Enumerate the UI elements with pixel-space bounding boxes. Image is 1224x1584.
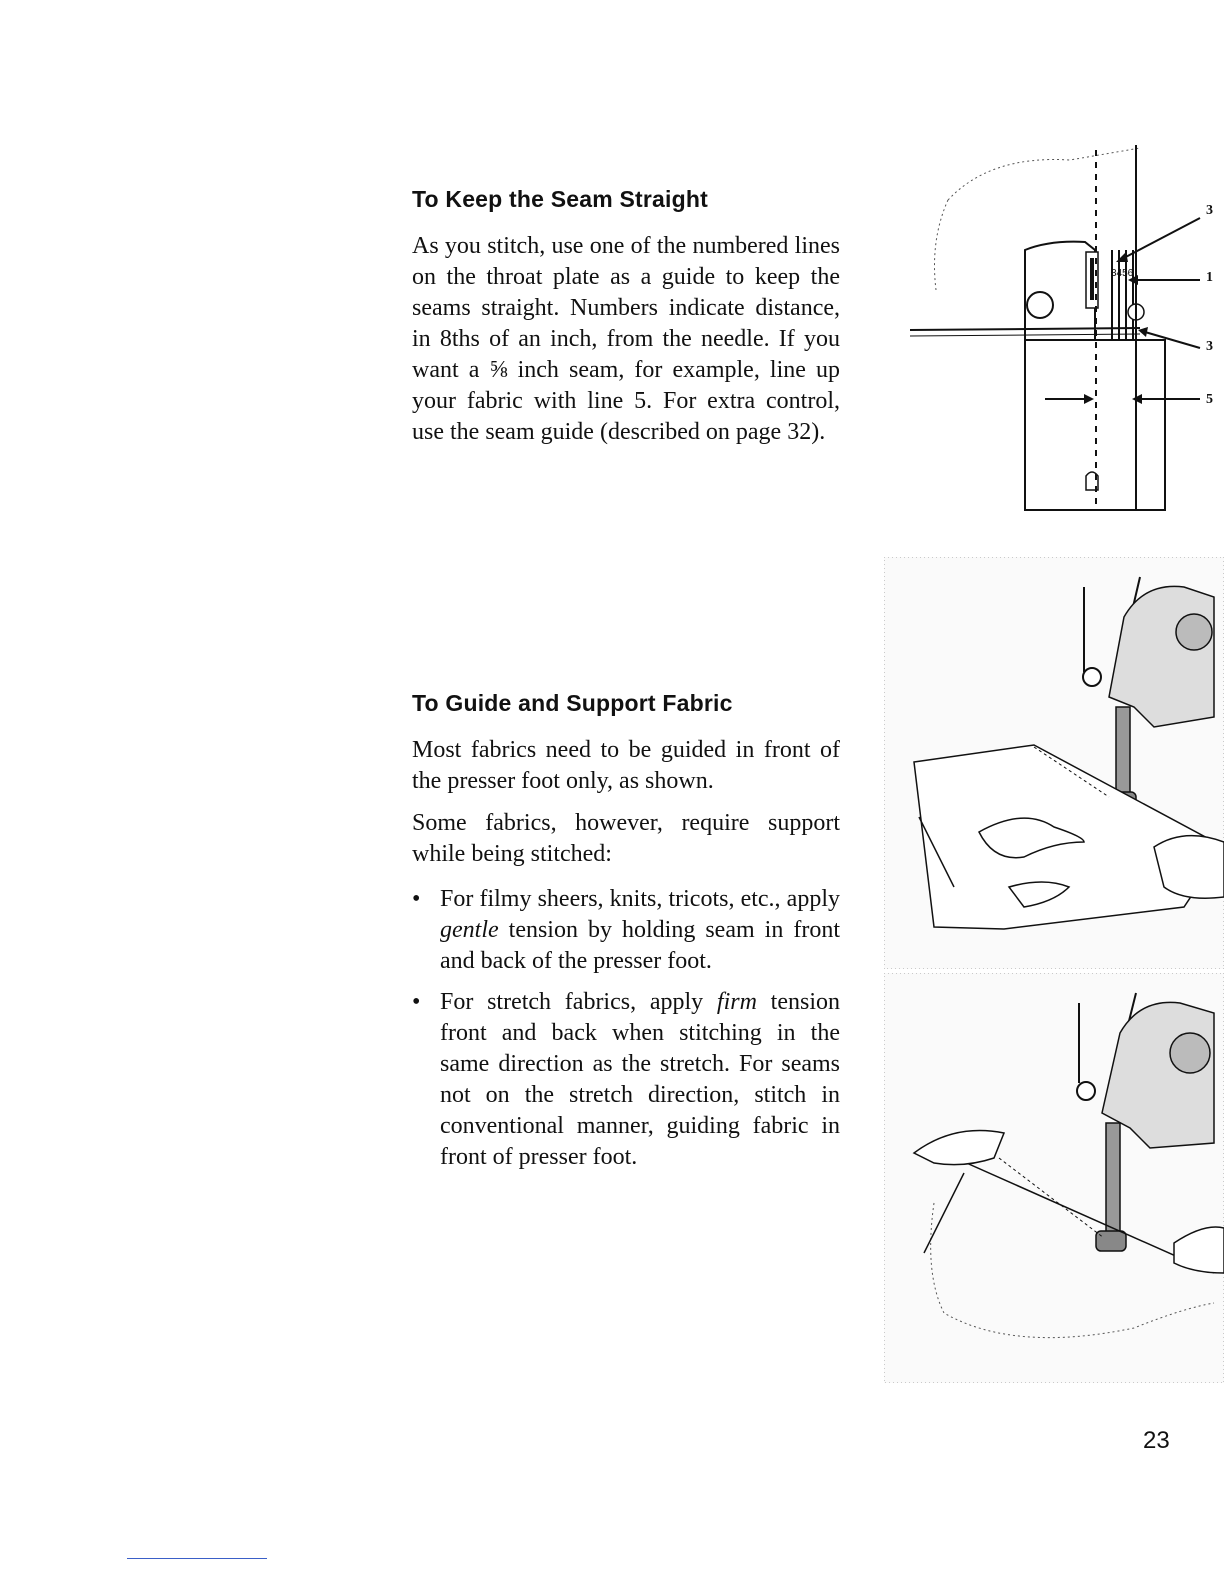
callout-label-1: 3 bbox=[1206, 203, 1213, 218]
fabric-support-list bbox=[412, 884, 840, 1183]
fabric-edge-curve bbox=[948, 148, 1140, 200]
bullet-emphasis: gentle bbox=[440, 917, 499, 943]
needle-bar bbox=[1116, 707, 1130, 797]
callout-label-4: 5 bbox=[1206, 392, 1213, 407]
bullet-dot-icon: • bbox=[412, 886, 421, 912]
bullet-emphasis: firm bbox=[716, 989, 757, 1015]
fabric-edge-line bbox=[910, 328, 1140, 330]
supporting-fabric-illustration bbox=[884, 973, 1224, 1383]
callout-label-2: 1 bbox=[1206, 270, 1213, 285]
plate-screw-icon bbox=[1027, 292, 1053, 318]
bullet-text-after: tension front and back when stitching in the same direction as the stretch. For seams not on the stretch direction, stitch in conventional manner, guiding fabric in front of presser foot. bbox=[440, 989, 840, 1170]
bullet-text-before: For filmy sheers, knits, tricots, etc., apply bbox=[440, 886, 840, 912]
guide-paragraph-2: Some fabrics, however, require support while being stitched: bbox=[412, 810, 840, 867]
section-heading-seam-straight: To Keep the Seam Straight bbox=[412, 186, 708, 212]
footer-rule bbox=[127, 1558, 267, 1559]
feed-dog-teeth bbox=[1090, 258, 1094, 300]
tension-dial-icon bbox=[1083, 668, 1101, 686]
bullet-dot-icon: • bbox=[412, 989, 421, 1015]
list-item bbox=[412, 987, 840, 1173]
presser-foot bbox=[1096, 1231, 1126, 1251]
bed-plate-outline bbox=[1025, 340, 1165, 510]
needle-bar bbox=[1106, 1123, 1120, 1243]
plate-numbers-label: 3456 bbox=[1111, 268, 1134, 279]
seam-straight-paragraph: As you stitch, use one of the numbered lines on the throat plate as a guide to keep the seams straight. Numbers indicate distance, in 8ths of an inch, from the needle. If you want a ⅝ inch seam, for example, line up your fabric with line 5. For extra control, use the seam guide (described on page 32). bbox=[412, 233, 840, 445]
guiding-fabric-illustration bbox=[884, 557, 1224, 969]
throat-plate-diagram bbox=[900, 140, 1224, 520]
callout-arrow-1 bbox=[1120, 218, 1200, 260]
throat-plate-outline bbox=[1025, 242, 1095, 340]
needle-distance-arrowhead-left bbox=[1084, 394, 1094, 404]
bullet-text-after: tension by holding seam in front and back of the presser foot. bbox=[440, 917, 840, 974]
fabric-edge-left bbox=[935, 200, 949, 290]
handwheel-icon bbox=[1170, 1033, 1210, 1073]
guide-paragraph-1: Most fabrics need to be guided in front of the presser foot only, as shown. bbox=[412, 737, 840, 794]
callout-arrowhead-1 bbox=[1116, 252, 1128, 262]
bullet-text-before: For stretch fabrics, apply bbox=[440, 989, 717, 1015]
section-heading-guide-support: To Guide and Support Fabric bbox=[412, 690, 733, 716]
tension-dial-icon bbox=[1077, 1082, 1095, 1100]
callout-label-3: 3 bbox=[1206, 339, 1213, 354]
list-item bbox=[412, 884, 840, 977]
handwheel-icon bbox=[1176, 614, 1212, 650]
page-number: 23 bbox=[1143, 1427, 1170, 1454]
